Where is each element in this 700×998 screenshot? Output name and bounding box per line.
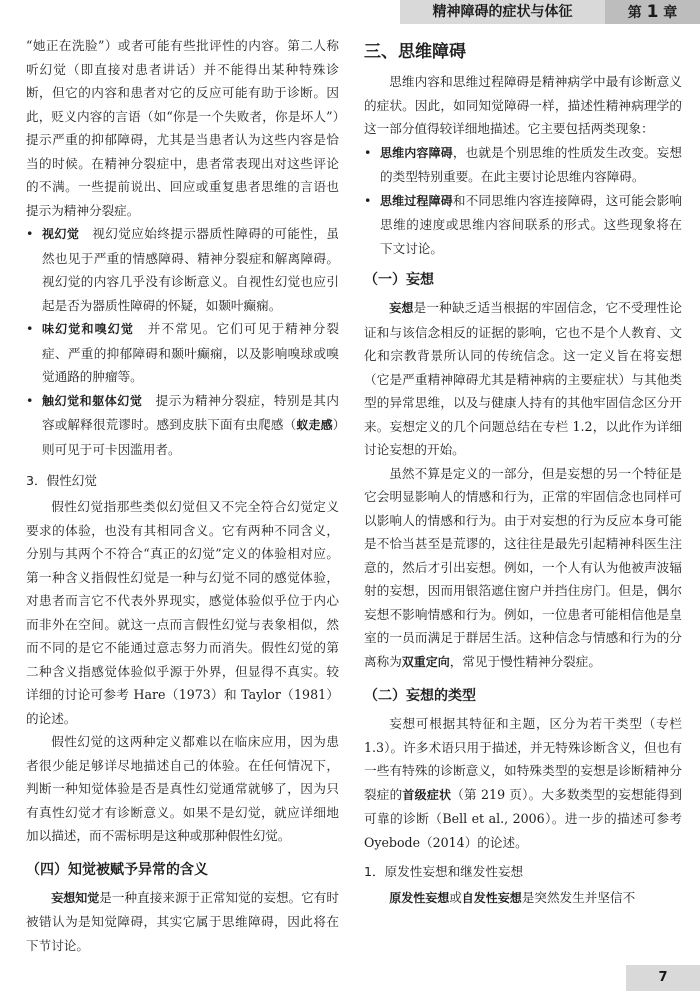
bullet-text: ，也就是个别思维的性质发生改变。妄想的类型特别重要。在此主要讨论思维内容障碍。 — [380, 144, 682, 184]
paragraph — [364, 886, 682, 911]
term: 妄想 — [389, 301, 414, 315]
paragraph-text: 是突然发生并坚信不 — [521, 890, 636, 905]
paragraph: 假性幻觉指那些类似幻觉但又不完全符合幻觉定义要求的体验，也没有其相同含义。它有两种不同含义，分别与其两个不符合“真正的幻觉”定义的体验相对应。第一种含义指假性幻觉是一种与幻觉不同的感觉体验，对患者而言它不代表外界现实，感觉体验似乎位于内心而非外在空间。就这一点而言假性幻觉与表象相似，然而不同的是它不能通过意志努力而消失。假性幻觉的第二种含义指感觉体验似乎源于外界，但显得不真实。较详细的讨论可参考 Hare（1973）和 Taylor（1981）的论述。 — [26, 499, 339, 726]
bullet-text: 并不常见。它们可见于精神分裂症、严重的抑郁障碍和颞叶癫痫，以及影响嗅球或嗅觉通路的肿瘤等。 — [42, 321, 339, 384]
bullet-visual-hallucination — [26, 222, 339, 317]
paragraph-text: 是一种缺乏适当根据的牢固信念，它不受理性论证和与该信念相反的证据的影响，它也不是个人教育、文化和宗教背景所认同的传统信念。这一定义旨在将妄想（它是严重精神障碍尤其是精神病的主要症状）与其他类型的异常思维，以及与健康人持有的其他牢固信念区分开来。妄想定义的几个问题总结在专栏 1.2，以此作为详细讨论妄想的开始。 — [364, 300, 682, 457]
running-title: 精神障碍的症状与体征 — [400, 0, 605, 24]
term: 妄想知觉 — [51, 890, 100, 905]
bullet-dot-icon: • — [26, 321, 34, 336]
chapter-number: 1 — [646, 2, 659, 22]
page-number: 7 — [626, 965, 700, 991]
subsection-title: 3．假性幻觉 — [26, 473, 97, 488]
term: 思维内容障碍 — [380, 145, 453, 160]
bullet-taste-smell-hallucination — [26, 317, 339, 389]
chapter-tab — [605, 0, 700, 24]
section-title: （四）知觉被赋予异常的含义 — [26, 861, 208, 878]
term: 原发性妄想 — [389, 891, 450, 905]
paragraph-text: 或 — [449, 890, 462, 905]
term: 视幻觉 — [42, 227, 80, 241]
chapter-prefix: 第 — [627, 5, 642, 21]
paragraph — [364, 296, 682, 462]
bullet-tactile-hallucination — [26, 389, 339, 462]
subsection-title: 1．原发性妄想和继发性妄想 — [364, 864, 524, 879]
bullet-dot-icon: • — [364, 144, 372, 160]
paragraph-text: 虽然不算是定义的一部分，但是妄想的另一个特征是它会明显影响人的情感和行为，正常的牢固信念也同样可以影响人的情感和行为。由于对妄想的行为反应本身可能是不恰当甚至是荒谬的，这往往是最先引起精神科医生注意的，然后才引出妄想。例如，一个人有认为他被声波辐射的妄想，因而用银箔遮住窗户并挡住房门。但是，偶尔妄想不影响情感和行为。例如，一位患者可能相信他是皇室的一员而满足于群居生活。这种信念与情感和行为的分离称为 — [364, 465, 682, 669]
bullet-dot-icon: • — [26, 226, 34, 241]
term: 自发性妄想 — [461, 891, 522, 905]
bullet-text: 和不同思维内容连接障碍，这可能会影响思维的速度或思维内容间联系的形式。这些现象将在下文讨论。 — [380, 192, 682, 256]
section-title: （二）妄想的类型 — [364, 688, 476, 704]
paragraph-text: 是一种直接来源于正常知觉的妄想。它有时被错认为是知觉障碍，其实它属于思维障碍，因此将在下节讨论。 — [26, 889, 339, 953]
bullet-text: ）则可见于可卡因滥用者。 — [42, 417, 339, 457]
paragraph: 思维内容和思维过程障碍是精神病学中最有诊断意义的症状。因此，如同知觉障碍一样，描述性精神病理学的这一部分值得较详细地描述。它主要包括两类现象： — [364, 74, 682, 136]
bullet-text: 提示为精神分裂症，特别是其内容或解释很荒谬时。感到皮肤下面有虫爬感（ — [42, 392, 340, 432]
paragraph-continued: “她正在洗脸”）或者可能有些批评性的内容。第二人称听幻觉（即直接对患者讲话）并不能得出某种特殊诊断，但它的内容和患者对它的反应可能有助于诊断。因此，贬义内容的言语（如“你是一个失败者，你是坏人”）提示严重的抑郁障碍，尤其是当患者认为这些内容是恰当的时候。在精神分裂症中，患者常表现出对这些评论的不满。一些提前说出、回应或重复患者思维的言语也提示为精神分裂症。 — [26, 38, 339, 218]
bullet-dot-icon: • — [26, 392, 34, 408]
paragraph — [364, 712, 682, 854]
paragraph — [26, 886, 339, 958]
bullet-thought-process — [364, 189, 682, 261]
term: 味幻觉和嗅幻觉 — [42, 322, 135, 336]
left-column — [26, 34, 339, 957]
term: 双重定向 — [401, 654, 450, 669]
right-column — [364, 34, 682, 911]
term: 思维过程障碍 — [380, 193, 453, 208]
paragraph-text: 妄想可根据其特征和主题，区分为若干类型（专栏 1.3）。许多术语只用于描述，并无特殊诊断含义，但也有一些有特殊的诊断意义，如特殊类型的妄想是诊断精神分裂症的 — [364, 716, 682, 802]
paragraph-text: ，常见于慢性精神分裂症。 — [449, 653, 601, 669]
paragraph: 假性幻觉的这两种定义都难以在临床应用，因为患者很少能足够详尽地描述自己的体验。在任何情况下，判断一种知觉体验是否是真性幻觉通常就够了，因为只有真性幻觉才有诊断意义。如果不是幻觉，就应详细地加以描述，而不需标明是这种或那种假性幻觉。 — [26, 734, 339, 843]
paragraph-text: （第 219 页）。大多数类型的妄想能得到可靠的诊断（Bell et al., 2006）。进一步的描述可参考 Oyebode（2014）的论述。 — [364, 786, 682, 850]
running-header — [0, 0, 700, 24]
section-title: （一）妄想 — [364, 272, 434, 288]
bullet-thought-content — [364, 141, 682, 189]
term: 蚁走感 — [296, 418, 333, 432]
term: 首级症状 — [402, 787, 452, 802]
bullet-dot-icon: • — [364, 192, 372, 208]
term: 触幻觉和躯体幻觉 — [42, 393, 143, 408]
paragraph — [364, 462, 682, 675]
bullet-text: 视幻觉应始终提示器质性障碍的可能性，虽然也见于严重的情感障碍、精神分裂症和解离障碍。视幻觉的内容几乎没有诊断意义。自视性幻觉也应引起是否为器质性障碍的怀疑，如颞叶癫痫。 — [42, 226, 339, 313]
chapter-section-title: 三、思维障碍 — [364, 42, 466, 62]
chapter-suffix: 章 — [663, 5, 678, 21]
